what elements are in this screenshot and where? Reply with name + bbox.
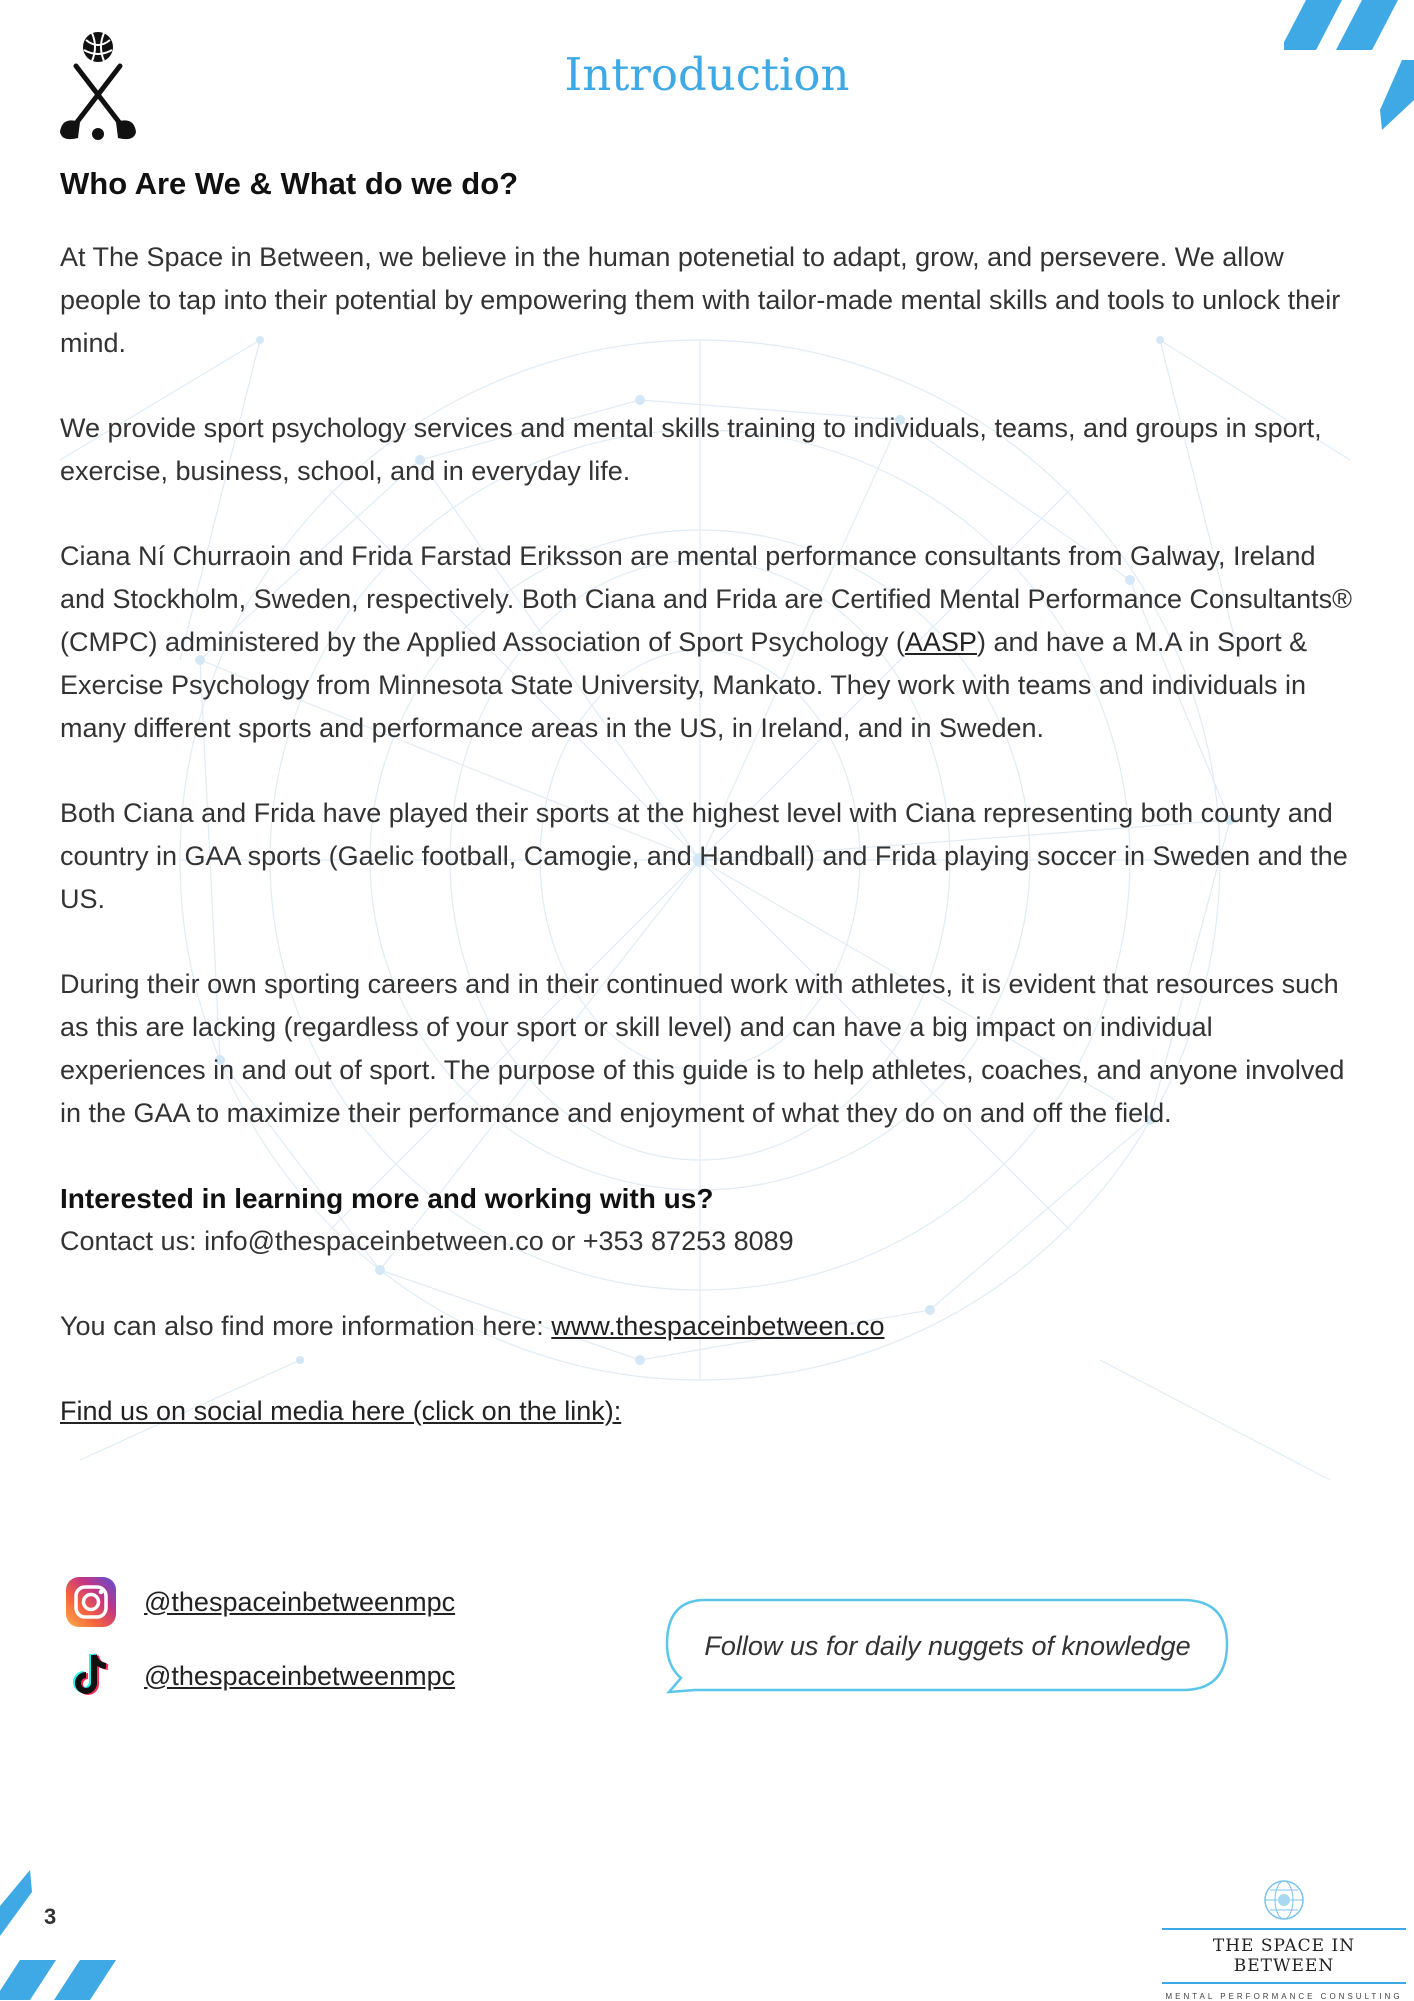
website-link[interactable]: www.thespaceinbetween.co [551, 1311, 885, 1341]
brand-globe-icon [1262, 1878, 1306, 1922]
brand-name: THE SPACE IN BETWEEN [1162, 1928, 1406, 1984]
consultants-text-start: Ciana Ní Churraoin and Frida Farstad Eriksson are mental performance consultants from Galway, Ireland and Stockholm, Sweden, respectively. Both Ciana and Frida are Certified Mental Performance Consultants® (CMPC) administered by the Applied Association of Sport Psychology ( [60, 541, 1353, 657]
contact-line: Contact us: info@thespaceinbetween.co or +353 87253 8089 [60, 1226, 794, 1256]
instagram-row[interactable] [64, 1574, 455, 1630]
bubble-text: Follow us for daily nuggets of knowledge [704, 1630, 1191, 1661]
brand-logo [1154, 1878, 1414, 2000]
consultants-paragraph [60, 535, 1360, 750]
instagram-handle-link[interactable]: @thespaceinbetweenmpc [144, 1586, 456, 1617]
section-heading: Who Are We & What do we do? [60, 166, 519, 201]
consultants-text-end: ) and have a M.A in Sport & Exercise Psychology from Minnesota State University, Mankato. They work with teams and individuals in many different sports and performance areas in the US, in Ireland, and in Sweden. [60, 627, 1308, 743]
tiktok-handle-link[interactable]: @thespaceinbetweenmpc [144, 1660, 456, 1691]
services-paragraph: We provide sport psychology services and mental skills training to individuals, teams, and groups in sport, exercise, business, school, and in everyday life. [60, 413, 1322, 486]
accent-stripes-top-right [1284, 0, 1414, 130]
social-media-prompt-link[interactable]: Find us on social media here (click on the link): [60, 1396, 622, 1426]
tiktok-row[interactable] [64, 1648, 455, 1704]
aasp-link[interactable]: AASP [904, 627, 977, 657]
more-info-label: You can also find more information here: [60, 1311, 552, 1341]
brand-subtitle: MENTAL PERFORMANCE CONSULTING [1165, 1992, 1403, 2001]
instagram-icon[interactable] [64, 1575, 118, 1629]
accent-stripes-bottom-left [0, 1870, 130, 2000]
tiktok-icon[interactable] [64, 1649, 118, 1703]
athletes-paragraph: Both Ciana and Frida have played their sports at the highest level with Ciana representing both county and country in GAA sports (Gaelic football, Camogie, and Handball) and Frida playing soccer in Sweden and the US. [60, 798, 1348, 914]
purpose-paragraph: During their own sporting careers and in their continued work with athletes, it is evident that resources such as this are lacking (regardless of your sport or skill level) and can have a big impact on individual experiences in and out of sport. The purpose of this guide is to help athletes, coaches, and anyone involved in the GAA to maximize their performance and enjoyment of what they do on and off the field. [60, 969, 1345, 1128]
main-content [60, 166, 1360, 1433]
page-title: Introduction [564, 48, 850, 101]
contact-heading: Interested in learning more and working with us? [60, 1183, 714, 1214]
more-info-line [60, 1305, 1360, 1348]
page-number: 3 [44, 1904, 57, 1929]
intro-paragraph: At The Space in Between, we believe in the human potenetial to adapt, grow, and persevere. We allow people to tap into their potential by empowering them with tailor-made mental skills and tools to unlock their mind. [60, 242, 1341, 358]
